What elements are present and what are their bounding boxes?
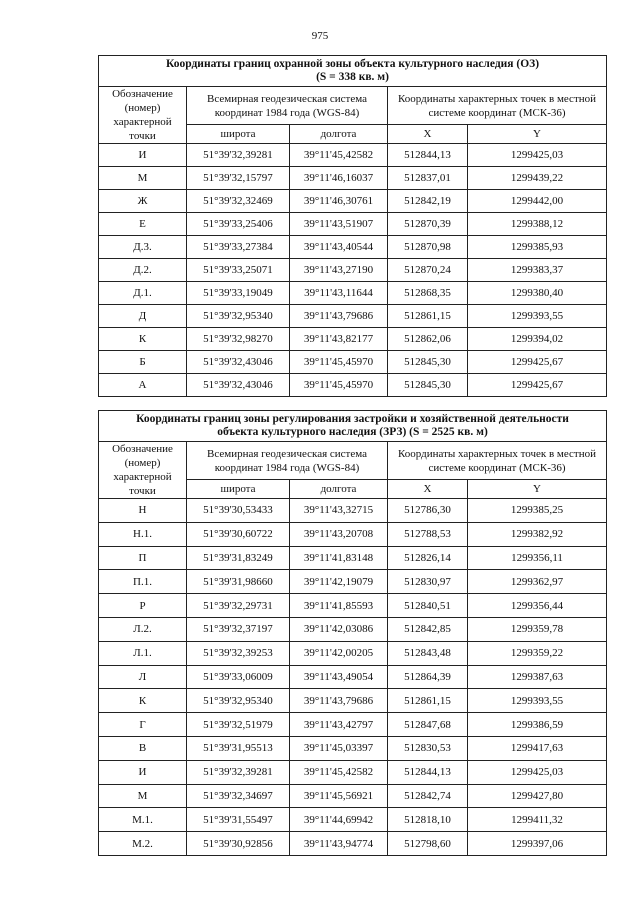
x-cell: 512788,53 xyxy=(388,522,468,546)
table-row xyxy=(99,546,607,570)
latitude-cell: 51°39'32,29731 xyxy=(187,594,290,618)
y-cell: 1299362,97 xyxy=(468,570,607,594)
table-row xyxy=(99,522,607,546)
y-cell: 1299385,93 xyxy=(468,236,607,259)
latitude-cell: 51°39'32,43046 xyxy=(187,351,290,374)
x-cell: 512830,97 xyxy=(388,570,468,594)
point-id-cell: М.2. xyxy=(99,832,187,856)
latitude-cell: 51°39'32,34697 xyxy=(187,784,290,808)
latitude-cell: 51°39'30,92856 xyxy=(187,832,290,856)
y-cell: 1299442,00 xyxy=(468,190,607,213)
y-cell: 1299425,03 xyxy=(468,144,607,167)
longitude-cell: 39°11'45,56921 xyxy=(290,784,388,808)
designation-header: Обозначение (номер) характерной точки xyxy=(99,442,187,499)
x-cell: 512845,30 xyxy=(388,351,468,374)
point-id-cell: А xyxy=(99,374,187,397)
point-id-cell: Д.2. xyxy=(99,259,187,282)
x-cell: 512798,60 xyxy=(388,832,468,856)
latitude-cell: 51°39'32,98270 xyxy=(187,328,290,351)
msk36-header: Координаты характерных точек в местной системе координат (МСК-36) xyxy=(388,442,607,480)
y-cell: 1299393,55 xyxy=(468,689,607,713)
latitude-cell: 51°39'33,25071 xyxy=(187,259,290,282)
y-cell: 1299359,78 xyxy=(468,617,607,641)
point-id-cell: И xyxy=(99,144,187,167)
table-row xyxy=(99,236,607,259)
longitude-cell: 39°11'45,42582 xyxy=(290,144,388,167)
longitude-cell: 39°11'43,49054 xyxy=(290,665,388,689)
table-row xyxy=(99,617,607,641)
longitude-cell: 39°11'43,11644 xyxy=(290,282,388,305)
point-id-cell: П xyxy=(99,546,187,570)
table-row xyxy=(99,570,607,594)
longitude-cell: 39°11'43,82177 xyxy=(290,328,388,351)
y-cell: 1299383,37 xyxy=(468,259,607,282)
latitude-cell: 51°39'33,25406 xyxy=(187,213,290,236)
table-row xyxy=(99,144,607,167)
point-id-cell: П.1. xyxy=(99,570,187,594)
latitude-cell: 51°39'30,60722 xyxy=(187,522,290,546)
point-id-cell: И xyxy=(99,760,187,784)
point-id-cell: Д xyxy=(99,305,187,328)
latitude-cell: 51°39'32,37197 xyxy=(187,617,290,641)
latitude-cell: 51°39'32,43046 xyxy=(187,374,290,397)
y-cell: 1299439,22 xyxy=(468,167,607,190)
latitude-cell: 51°39'31,55497 xyxy=(187,808,290,832)
longitude-cell: 39°11'45,45970 xyxy=(290,351,388,374)
table-row xyxy=(99,282,607,305)
latitude-cell: 51°39'31,83249 xyxy=(187,546,290,570)
table-row xyxy=(99,305,607,328)
point-id-cell: Д.3. xyxy=(99,236,187,259)
longitude-cell: 39°11'44,69942 xyxy=(290,808,388,832)
point-id-cell: Д.1. xyxy=(99,282,187,305)
point-id-cell: Р xyxy=(99,594,187,618)
y-cell: 1299425,67 xyxy=(468,351,607,374)
longitude-cell: 39°11'45,42582 xyxy=(290,760,388,784)
y-cell: 1299386,59 xyxy=(468,713,607,737)
page-number: 975 xyxy=(311,30,329,42)
x-cell: 512842,19 xyxy=(388,190,468,213)
point-id-cell: К xyxy=(99,328,187,351)
longitude-cell: 39°11'43,27190 xyxy=(290,259,388,282)
longitude-cell: 39°11'43,42797 xyxy=(290,713,388,737)
y-cell: 1299417,63 xyxy=(468,736,607,760)
point-id-cell: М.1. xyxy=(99,808,187,832)
latitude-header: широта xyxy=(187,480,290,499)
table-row xyxy=(99,689,607,713)
longitude-cell: 39°11'42,00205 xyxy=(290,641,388,665)
longitude-cell: 39°11'41,83148 xyxy=(290,546,388,570)
x-cell: 512843,48 xyxy=(388,641,468,665)
y-cell: 1299359,22 xyxy=(468,641,607,665)
longitude-cell: 39°11'43,51907 xyxy=(290,213,388,236)
y-cell: 1299382,92 xyxy=(468,522,607,546)
x-cell: 512845,30 xyxy=(388,374,468,397)
y-cell: 1299393,55 xyxy=(468,305,607,328)
y-header: Y xyxy=(468,125,607,144)
table-row xyxy=(99,167,607,190)
longitude-cell: 39°11'43,79686 xyxy=(290,305,388,328)
point-id-cell: Е xyxy=(99,213,187,236)
table-title-line2: (S = 338 кв. м) xyxy=(316,71,389,83)
longitude-cell: 39°11'43,40544 xyxy=(290,236,388,259)
point-id-cell: Л.2. xyxy=(99,617,187,641)
y-cell: 1299356,44 xyxy=(468,594,607,618)
x-cell: 512847,68 xyxy=(388,713,468,737)
x-cell: 512861,15 xyxy=(388,305,468,328)
longitude-cell: 39°11'43,32715 xyxy=(290,499,388,523)
x-cell: 512844,13 xyxy=(388,760,468,784)
wgs84-header: Всемирная геодезическая система координат 1984 года (WGS-84) xyxy=(187,442,388,480)
table-row xyxy=(99,351,607,374)
table-title xyxy=(99,56,607,87)
table-row xyxy=(99,374,607,397)
table-row xyxy=(99,641,607,665)
table-row xyxy=(99,784,607,808)
y-cell: 1299411,32 xyxy=(468,808,607,832)
latitude-cell: 51°39'31,98660 xyxy=(187,570,290,594)
regulation-zone-table xyxy=(98,410,607,856)
table-row xyxy=(99,190,607,213)
table-row xyxy=(99,259,607,282)
latitude-cell: 51°39'32,95340 xyxy=(187,689,290,713)
x-cell: 512861,15 xyxy=(388,689,468,713)
y-cell: 1299385,25 xyxy=(468,499,607,523)
table-row xyxy=(99,213,607,236)
table-title xyxy=(99,411,607,442)
latitude-cell: 51°39'32,39253 xyxy=(187,641,290,665)
x-cell: 512870,39 xyxy=(388,213,468,236)
table-title-line1: Координаты границ охранной зоны объекта культурного наследия (ОЗ) xyxy=(165,58,540,70)
latitude-cell: 51°39'32,32469 xyxy=(187,190,290,213)
y-cell: 1299388,12 xyxy=(468,213,607,236)
designation-header: Обозначение (номер) характерной точки xyxy=(99,87,187,144)
longitude-cell: 39°11'42,19079 xyxy=(290,570,388,594)
x-cell: 512840,51 xyxy=(388,594,468,618)
y-cell: 1299380,40 xyxy=(468,282,607,305)
x-cell: 512844,13 xyxy=(388,144,468,167)
point-id-cell: М xyxy=(99,784,187,808)
latitude-cell: 51°39'33,06009 xyxy=(187,665,290,689)
latitude-cell: 51°39'32,39281 xyxy=(187,760,290,784)
point-id-cell: Б xyxy=(99,351,187,374)
latitude-cell: 51°39'31,95513 xyxy=(187,736,290,760)
protection-zone-table xyxy=(98,55,607,397)
point-id-cell: Л xyxy=(99,665,187,689)
table-title-line1: Координаты границ зоны регулирования застройки и хозяйственной деятельности xyxy=(136,413,569,425)
longitude-cell: 39°11'43,94774 xyxy=(290,832,388,856)
point-id-cell: Н xyxy=(99,499,187,523)
latitude-cell: 51°39'32,39281 xyxy=(187,144,290,167)
x-cell: 512786,30 xyxy=(388,499,468,523)
point-id-cell: Н.1. xyxy=(99,522,187,546)
point-id-cell: М xyxy=(99,167,187,190)
x-cell: 512837,01 xyxy=(388,167,468,190)
table-body xyxy=(99,499,607,856)
table-body xyxy=(99,144,607,397)
x-cell: 512842,85 xyxy=(388,617,468,641)
table-row xyxy=(99,499,607,523)
table-title-line2: объекта культурного наследия (ЗРЗ) (S = 2525 кв. м) xyxy=(217,426,488,438)
latitude-header: широта xyxy=(187,125,290,144)
table-row xyxy=(99,760,607,784)
longitude-cell: 39°11'43,79686 xyxy=(290,689,388,713)
point-id-cell: Ж xyxy=(99,190,187,213)
table-row xyxy=(99,665,607,689)
y-cell: 1299387,63 xyxy=(468,665,607,689)
y-cell: 1299356,11 xyxy=(468,546,607,570)
x-cell: 512826,14 xyxy=(388,546,468,570)
longitude-cell: 39°11'45,03397 xyxy=(290,736,388,760)
point-id-cell: Л.1. xyxy=(99,641,187,665)
x-cell: 512862,06 xyxy=(388,328,468,351)
table-row xyxy=(99,808,607,832)
y-cell: 1299427,80 xyxy=(468,784,607,808)
longitude-cell: 39°11'45,45970 xyxy=(290,374,388,397)
y-cell: 1299425,67 xyxy=(468,374,607,397)
latitude-cell: 51°39'33,19049 xyxy=(187,282,290,305)
table-row xyxy=(99,328,607,351)
y-cell: 1299394,02 xyxy=(468,328,607,351)
msk36-header: Координаты характерных точек в местной системе координат (МСК-36) xyxy=(388,87,607,125)
longitude-cell: 39°11'42,03086 xyxy=(290,617,388,641)
x-header: X xyxy=(388,125,468,144)
point-id-cell: В xyxy=(99,736,187,760)
x-header: X xyxy=(388,480,468,499)
table-row xyxy=(99,832,607,856)
longitude-header: долгота xyxy=(290,125,388,144)
table-row xyxy=(99,713,607,737)
longitude-cell: 39°11'41,85593 xyxy=(290,594,388,618)
y-cell: 1299397,06 xyxy=(468,832,607,856)
latitude-cell: 51°39'32,95340 xyxy=(187,305,290,328)
x-cell: 512818,10 xyxy=(388,808,468,832)
longitude-cell: 39°11'46,30761 xyxy=(290,190,388,213)
latitude-cell: 51°39'32,51979 xyxy=(187,713,290,737)
x-cell: 512868,35 xyxy=(388,282,468,305)
point-id-cell: К xyxy=(99,689,187,713)
y-header: Y xyxy=(468,480,607,499)
y-cell: 1299425,03 xyxy=(468,760,607,784)
longitude-cell: 39°11'46,16037 xyxy=(290,167,388,190)
latitude-cell: 51°39'32,15797 xyxy=(187,167,290,190)
x-cell: 512830,53 xyxy=(388,736,468,760)
x-cell: 512842,74 xyxy=(388,784,468,808)
x-cell: 512870,24 xyxy=(388,259,468,282)
x-cell: 512870,98 xyxy=(388,236,468,259)
x-cell: 512864,39 xyxy=(388,665,468,689)
longitude-cell: 39°11'43,20708 xyxy=(290,522,388,546)
table-row xyxy=(99,594,607,618)
latitude-cell: 51°39'30,53433 xyxy=(187,499,290,523)
table-row xyxy=(99,736,607,760)
point-id-cell: Г xyxy=(99,713,187,737)
wgs84-header: Всемирная геодезическая система координат 1984 года (WGS-84) xyxy=(187,87,388,125)
longitude-header: долгота xyxy=(290,480,388,499)
latitude-cell: 51°39'33,27384 xyxy=(187,236,290,259)
